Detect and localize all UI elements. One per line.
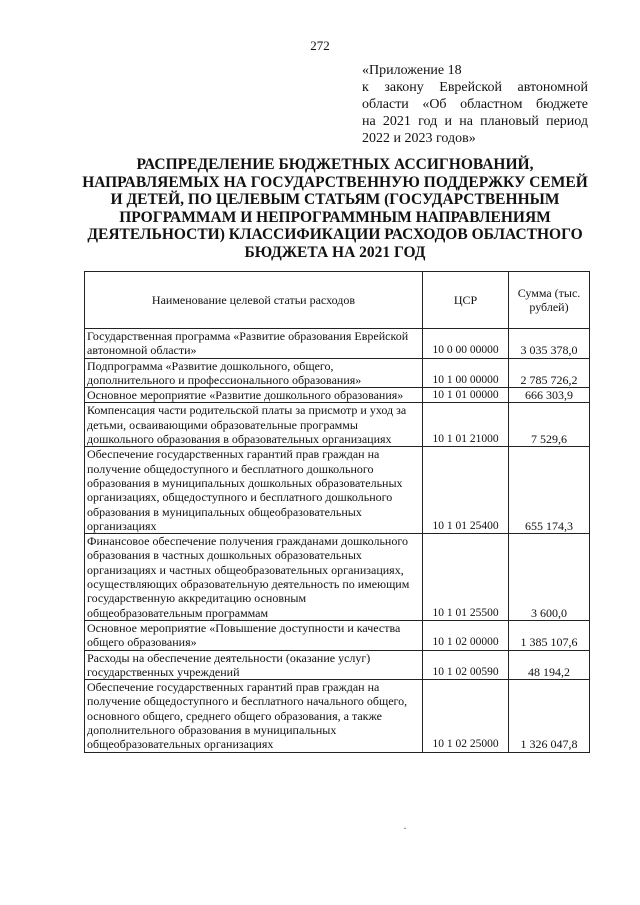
row-sum: 7 529,6 bbox=[509, 403, 590, 447]
row-code: 10 1 01 00000 bbox=[423, 388, 509, 403]
title-line: И ДЕТЕЙ, ПО ЦЕЛЕВЫМ СТАТЬЯМ (ГОСУДАРСТВЕННЫМ bbox=[110, 191, 560, 209]
row-code: 10 1 01 25400 bbox=[423, 447, 509, 534]
row-sum: 2 785 726,2 bbox=[509, 358, 590, 388]
table-header-row bbox=[85, 272, 590, 329]
table-row bbox=[85, 620, 590, 650]
row-sum: 1 385 107,6 bbox=[509, 620, 590, 650]
row-sum: 666 303,9 bbox=[509, 388, 590, 403]
table-row bbox=[85, 534, 590, 621]
page-number: 272 bbox=[310, 38, 330, 53]
title-line: ПРОГРАММАМ И НЕПРОГРАММНЫМ НАПРАВЛЕНИЯМ bbox=[119, 208, 551, 226]
header-sum: Сумма (тыс. рублей) bbox=[509, 272, 590, 329]
row-sum: 3 035 378,0 bbox=[509, 329, 590, 359]
row-name: Финансовое обеспечение получения гражданами дошкольного образования в частных дошкольных образовательных организациях и частных общеобразовательных организациях, осуществляющих образовательную деятельность по имеющим государственную аккредитацию основным общеобразовательным программам bbox=[85, 534, 423, 621]
row-code: 10 1 01 25500 bbox=[423, 534, 509, 621]
row-code: 10 1 01 21000 bbox=[423, 403, 509, 447]
table-row bbox=[85, 680, 590, 752]
row-sum: 3 600,0 bbox=[509, 534, 590, 621]
row-name: Основное мероприятие «Повышение доступности и качества общего образования» bbox=[85, 620, 423, 650]
row-sum: 655 174,3 bbox=[509, 447, 590, 534]
appendix-line: области «Об областном бюджете bbox=[362, 97, 588, 112]
header-code: ЦСР bbox=[423, 272, 509, 329]
row-name: Государственная программа «Развитие образования Еврейской автономной области» bbox=[85, 329, 423, 359]
budget-table bbox=[84, 271, 590, 753]
row-code: 10 1 02 00590 bbox=[423, 650, 509, 680]
title-line: НАПРАВЛЯЕМЫХ НА ГОСУДАРСТВЕННУЮ ПОДДЕРЖКУ СЕМЕЙ bbox=[82, 173, 588, 191]
title-line: ДЕЯТЕЛЬНОСТИ) КЛАССИФИКАЦИИ РАСХОДОВ ОБЛАСТНОГО bbox=[87, 226, 583, 244]
row-name: Обеспечение государственных гарантий прав граждан на получение общедоступного и бесплатного начального общего, основного общего, среднего общего образования, а также дополнительного образования в муниципальных общеобразовательных организациях bbox=[85, 680, 423, 752]
table-row bbox=[85, 650, 590, 680]
appendix-line: 2022 и 2023 годов» bbox=[362, 131, 476, 146]
header-name: Наименование целевой статьи расходов bbox=[85, 272, 423, 329]
table-row bbox=[85, 403, 590, 447]
table-row bbox=[85, 447, 590, 534]
appendix-note bbox=[362, 62, 588, 147]
row-sum: 48 194,2 bbox=[509, 650, 590, 680]
table-row bbox=[85, 388, 590, 403]
row-name: Подпрограмма «Развитие дошкольного, общего, дополнительного и профессионального образования» bbox=[85, 358, 423, 388]
row-name: Компенсация части родительской платы за присмотр и уход за детьми, осваивающими образовательные программы дошкольного образования в образовательных организациях bbox=[85, 403, 423, 447]
appendix-line: «Приложение 18 bbox=[362, 63, 462, 78]
title-line: БЮДЖЕТА НА 2021 ГОД bbox=[244, 243, 426, 261]
row-sum: 1 326 047,8 bbox=[509, 680, 590, 752]
appendix-line: на 2021 год и на плановый период bbox=[362, 114, 588, 129]
row-name: Основное мероприятие «Развитие дошкольного образования» bbox=[85, 388, 423, 403]
scan-dot: · bbox=[403, 821, 407, 835]
table-row bbox=[85, 358, 590, 388]
title-line: РАСПРЕДЕЛЕНИЕ БЮДЖЕТНЫХ АССИГНОВАНИЙ, bbox=[136, 156, 534, 173]
row-name: Обеспечение государственных гарантий прав граждан на получение общедоступного и бесплатного дошкольного образования в муниципальных дошкольных образовательных организациях, общедоступного и бесплатного дошкольного образования в муниципальных общеобразовательных организациях bbox=[85, 447, 423, 534]
appendix-line: к закону Еврейской автономной bbox=[362, 80, 588, 95]
table-row bbox=[85, 329, 590, 359]
row-code: 10 1 00 00000 bbox=[423, 358, 509, 388]
row-code: 10 0 00 00000 bbox=[423, 329, 509, 359]
row-code: 10 1 02 25000 bbox=[423, 680, 509, 752]
row-name: Расходы на обеспечение деятельности (оказание услуг) государственных учреждений bbox=[85, 650, 423, 680]
row-code: 10 1 02 00000 bbox=[423, 620, 509, 650]
document-title bbox=[80, 156, 590, 262]
